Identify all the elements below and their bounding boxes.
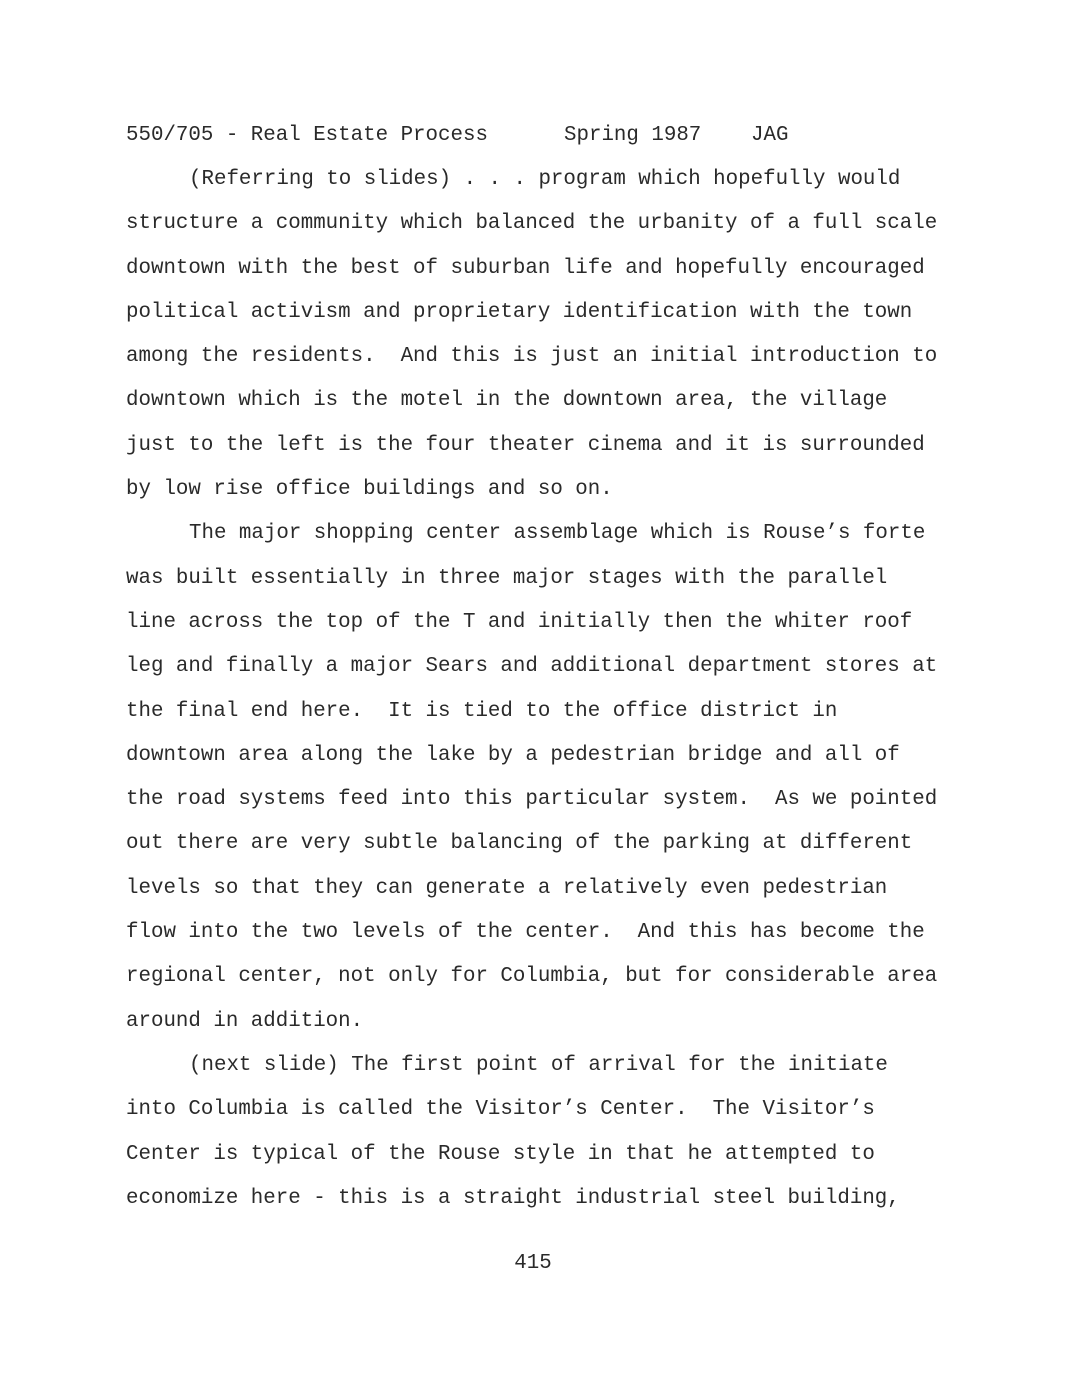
text-line: Center is typical of the Rouse style in that he attempted to — [126, 1142, 875, 1166]
text-line: economize here - this is a straight industrial steel building, — [126, 1186, 900, 1210]
text-line: political activism and proprietary identification with the town — [126, 300, 913, 324]
text-line: levels so that they can generate a relatively even pedestrian — [126, 876, 888, 900]
text-line: The major shopping center assemblage which is Rouse’s forte — [189, 522, 926, 546]
text-line: was built essentially in three major stages with the parallel — [126, 566, 888, 590]
text-line: by low rise office buildings and so on. — [126, 478, 613, 502]
course-title: 550/705 - Real Estate Process — [126, 124, 488, 147]
term-label: Spring 1987 — [564, 124, 702, 147]
paragraph — [126, 158, 966, 512]
page-header — [126, 123, 788, 149]
text-line: leg and finally a major Sears and additional department stores at — [126, 655, 938, 679]
text-line: downtown which is the motel in the downtown area, the village — [126, 389, 888, 413]
text-line: the final end here. It is tied to the office district in — [126, 699, 838, 723]
text-line: structure a community which balanced the urbanity of a full scale — [126, 212, 938, 236]
transcript-body — [126, 158, 966, 1221]
text-line: regional center, not only for Columbia, but for considerable area — [126, 965, 938, 989]
text-line: flow into the two levels of the center. And this has become the — [126, 921, 925, 945]
text-line: downtown with the best of suburban life and hopefully encouraged — [126, 256, 925, 280]
paragraph — [126, 512, 966, 1044]
text-line: out there are very subtle balancing of the parking at different — [126, 832, 913, 856]
text-line: the road systems feed into this particular system. As we pointed — [126, 788, 938, 812]
page-number: 415 — [514, 1252, 552, 1275]
text-line: among the residents. And this is just an initial introduction to — [126, 345, 938, 369]
text-line: line across the top of the T and initially then the whiter roof — [126, 610, 913, 634]
paragraph — [126, 1044, 966, 1221]
text-line: (Referring to slides) . . . program which hopefully would — [189, 168, 901, 191]
text-line: around in addition. — [126, 1009, 364, 1033]
author-initials: JAG — [751, 124, 789, 147]
text-line: downtown area along the lake by a pedestrian bridge and all of — [126, 743, 900, 767]
text-line: just to the left is the four theater cinema and it is surrounded — [126, 433, 925, 457]
text-line: into Columbia is called the Visitor’s Center. The Visitor’s — [126, 1098, 875, 1122]
text-line: (next slide) The first point of arrival for the initiate — [189, 1053, 888, 1077]
